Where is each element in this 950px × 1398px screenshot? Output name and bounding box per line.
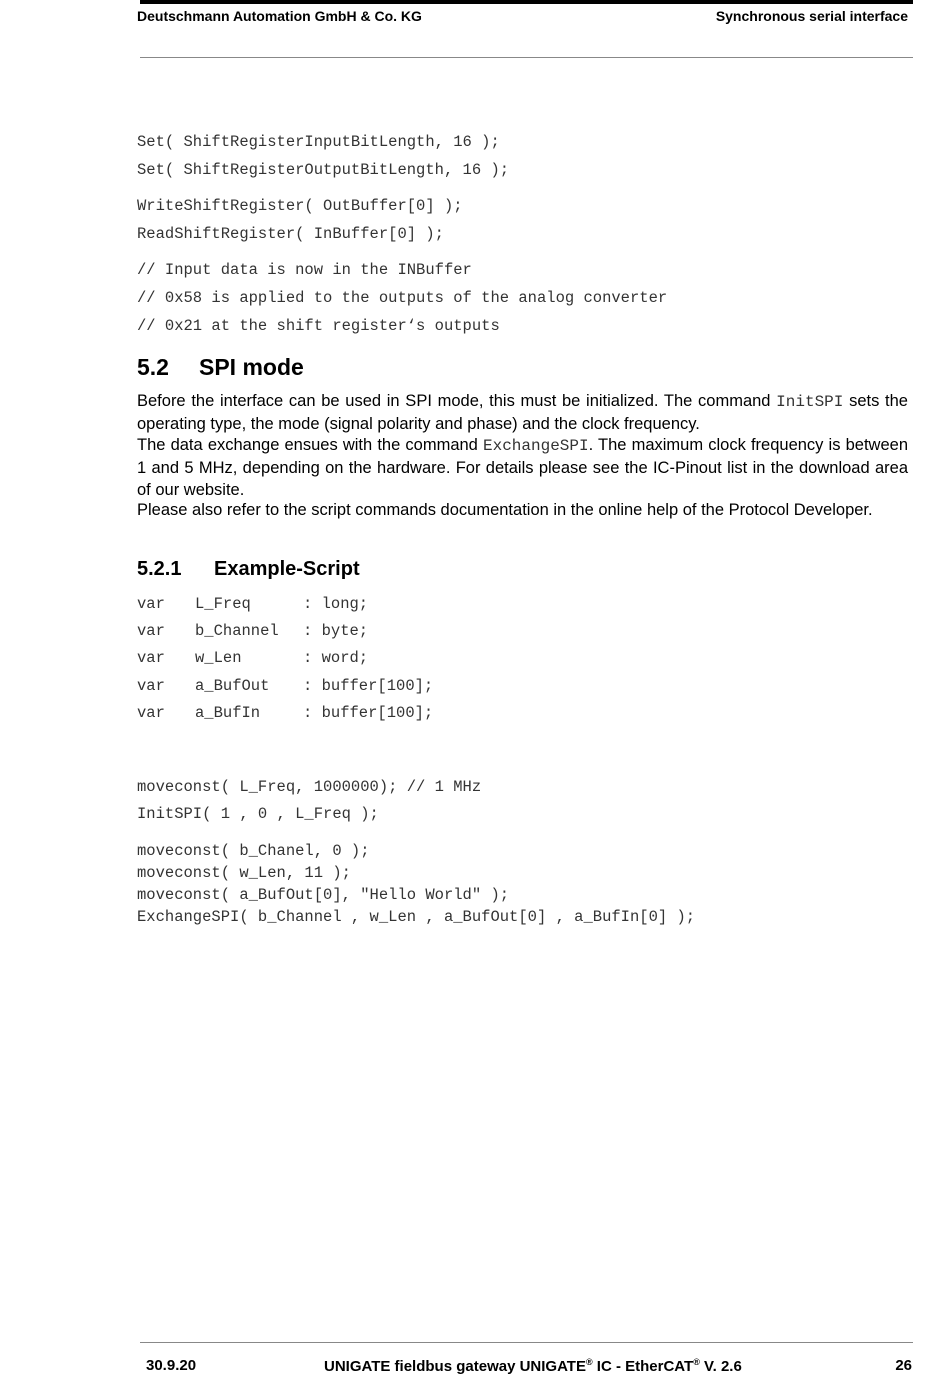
footer-date: 30.9.20 — [146, 1357, 197, 1374]
code-line: Set( ShiftRegisterOutputBitLength, 16 ); — [137, 161, 510, 179]
code-comment: // 0x21 at the shift register‘s outputs — [137, 317, 500, 335]
var-declaration: var w_Len : word; — [137, 649, 369, 667]
var-declaration: var L_Freq : long; — [137, 595, 369, 613]
var-declaration: var b_Channel : byte; — [137, 622, 369, 640]
section-title: SPI mode — [199, 354, 304, 380]
page-number: 26 — [895, 1357, 912, 1374]
code-comment: // 0x58 is applied to the outputs of the analog converter — [137, 289, 668, 307]
footer-title: UNIGATE fieldbus gateway UNIGATE® IC - EtherCAT® V. 2.6 — [324, 1357, 742, 1375]
header-section: Synchronous serial interface — [715, 8, 908, 24]
code-line: moveconst( L_Freq, 1000000); // 1 MHz — [137, 778, 482, 796]
paragraph-init: Before the interface can be used in SPI mode, this must be initialized. The command InitSPI sets the operating type, the mode (signal polarity and phase) and the clock frequency. — [137, 392, 908, 433]
code-line: moveconst( a_BufOut[0], "Hello World" ); — [137, 886, 510, 904]
section-number: 5.2.1 — [137, 558, 182, 580]
var-declaration: var a_BufOut : buffer[100]; — [137, 677, 434, 695]
command-initspi: InitSPI — [776, 393, 844, 411]
footer-rule — [140, 1342, 913, 1343]
code-line: WriteShiftRegister( OutBuffer[0] ); — [137, 197, 463, 215]
section-heading-5-2 — [137, 354, 304, 381]
code-line: ExchangeSPI( b_Channel , w_Len , a_BufOut[0] , a_BufIn[0] ); — [137, 908, 696, 926]
code-line: ReadShiftRegister( InBuffer[0] ); — [137, 225, 444, 243]
code-line: Set( ShiftRegisterInputBitLength, 16 ); — [137, 133, 500, 151]
code-line: moveconst( b_Chanel, 0 ); — [137, 842, 370, 860]
header-rule — [140, 57, 913, 58]
command-exchangespi: ExchangeSPI — [482, 437, 589, 455]
section-heading-5-2-1 — [137, 558, 360, 581]
header-company: Deutschmann Automation GmbH & Co. KG — [137, 8, 422, 24]
paragraph-exchange: The data exchange ensues with the command ExchangeSPI. The maximum clock frequency is between 1 and 5 MHz, depending on the hardware. For details please see the IC-Pinout list in the download area of our website. — [137, 436, 908, 499]
code-comment: // Input data is now in the INBuffer — [137, 261, 472, 279]
code-line: moveconst( w_Len, 11 ); — [137, 864, 351, 882]
section-title: Example-Script — [214, 558, 360, 580]
var-declaration: var a_BufIn : buffer[100]; — [137, 704, 434, 722]
paragraph-refer: Please also refer to the script commands documentation in the online help of the Protocol Developer. — [137, 501, 873, 519]
code-line: InitSPI( 1 , 0 , L_Freq ); — [137, 805, 379, 823]
section-number: 5.2 — [137, 354, 169, 380]
header-top-rule — [140, 0, 913, 4]
